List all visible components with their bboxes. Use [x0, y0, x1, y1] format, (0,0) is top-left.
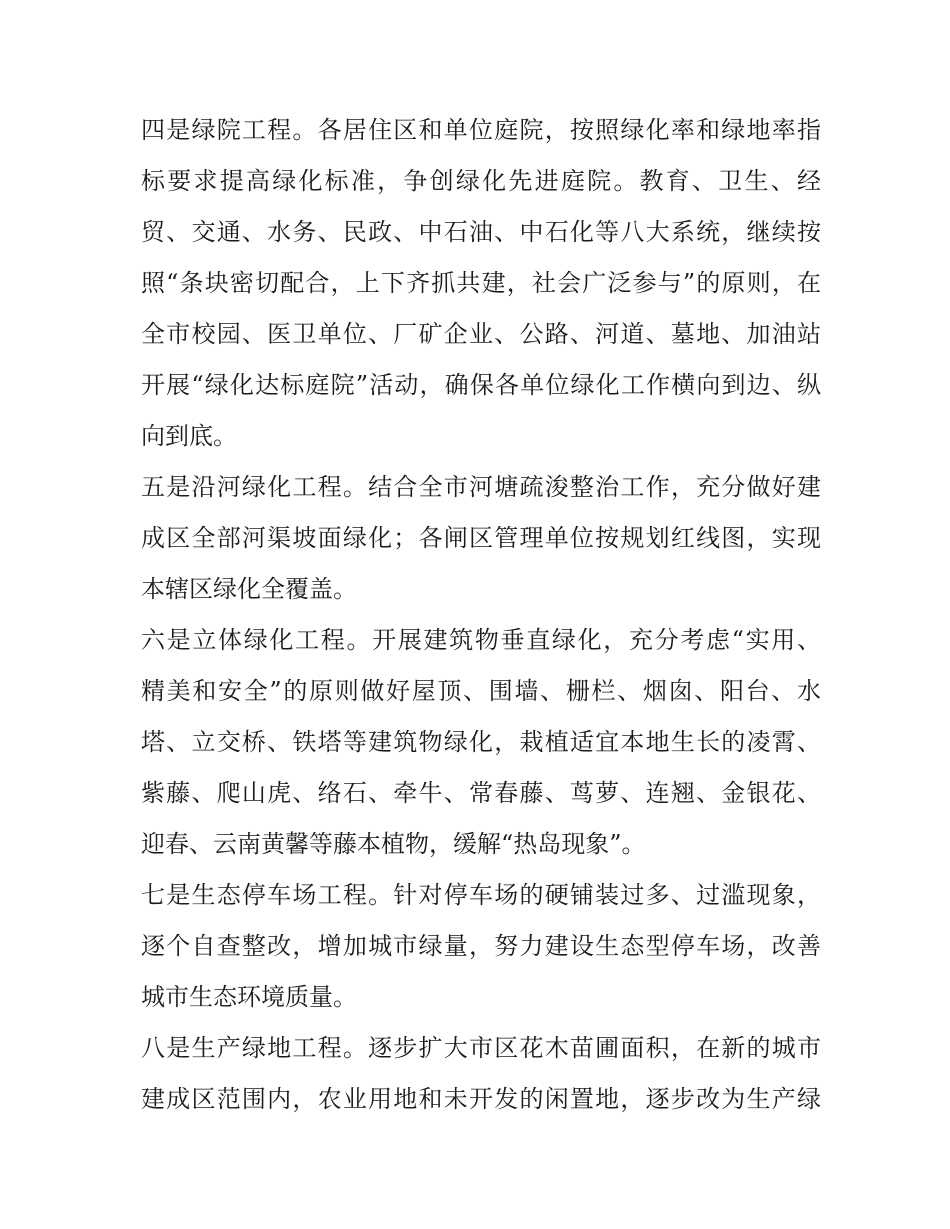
text-line: 逐个自查整改，增加城市绿量，努力建设生态型停车场，改善 — [141, 932, 821, 960]
text-line: 开展“绿化达标庭院”活动，确保各单位绿化工作横向到边、纵 — [141, 371, 821, 399]
text-line: 城市生态环境质量。 — [141, 983, 357, 1011]
text-line: 建成区范围内，农业用地和未开发的闲置地，逐步改为生产绿 — [141, 1085, 821, 1113]
text-line: 五是沿河绿化工程。结合全市河塘疏浚整治工作，充分做好建 — [141, 473, 821, 501]
text-line: 七是生态停车场工程。针对停车场的硬铺装过多、过滥现象， — [141, 881, 821, 909]
text-line: 迎春、云南黄馨等藤本植物，缓解“热岛现象”。 — [141, 830, 646, 858]
text-line: 本辖区绿化全覆盖。 — [141, 575, 357, 603]
text-line: 塔、立交桥、铁塔等建筑物绿化，栽植适宜本地生长的凌霄、 — [141, 728, 821, 756]
text-line: 精美和安全”的原则做好屋顶、围墙、栅栏、烟囱、阳台、水 — [141, 677, 821, 705]
text-line: 八是生产绿地工程。逐步扩大市区花木苗圃面积，在新的城市 — [141, 1034, 821, 1062]
text-line: 标要求提高绿化标准，争创绿化先进庭院。教育、卫生、经 — [141, 167, 821, 195]
text-line: 六是立体绿化工程。开展建筑物垂直绿化，充分考虑“实用、 — [141, 626, 821, 654]
text-line: 紫藤、爬山虎、络石、牵牛、常春藤、茑萝、连翘、金银花、 — [141, 779, 821, 807]
text-line: 向到底。 — [141, 422, 237, 450]
text-line: 贸、交通、水务、民政、中石油、中石化等八大系统，继续按 — [141, 218, 821, 246]
text-line: 成区全部河渠坡面绿化；各闸区管理单位按规划红线图，实现 — [141, 524, 821, 552]
text-line: 四是绿院工程。各居住区和单位庭院，按照绿化率和绿地率指 — [141, 116, 821, 144]
text-line: 照“条块密切配合，上下齐抓共建，社会广泛参与”的原则，在 — [141, 269, 821, 297]
text-line: 全市校园、医卫单位、厂矿企业、公路、河道、墓地、加油站 — [141, 320, 821, 348]
